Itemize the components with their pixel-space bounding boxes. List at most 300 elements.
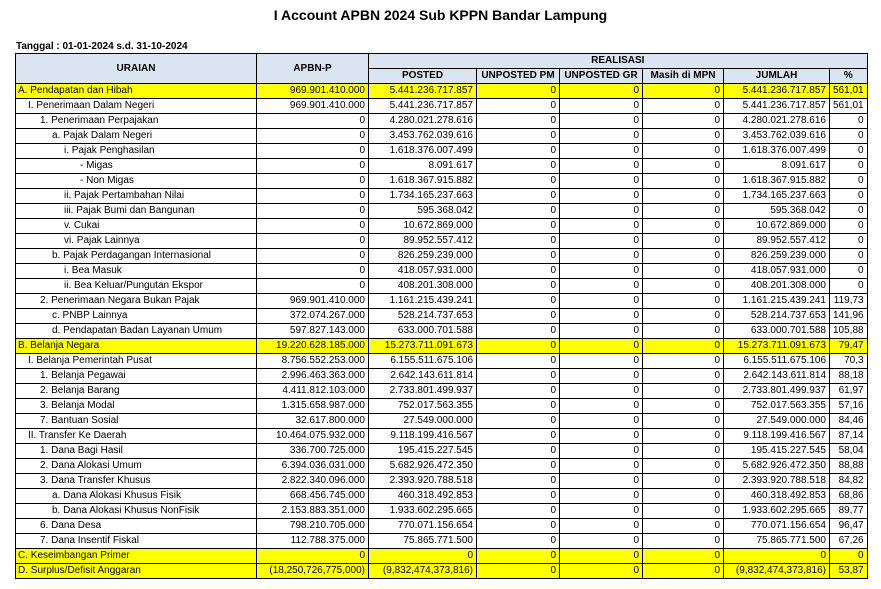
- cell-apbn: 0: [257, 219, 369, 234]
- cell-pct: 141,96: [830, 309, 868, 324]
- header-unposted-gr: UNPOSTED GR: [560, 69, 643, 84]
- cell-jumlah: 9.118.199.416.567: [724, 429, 830, 444]
- cell-jumlah: 2.642.143.611.814: [724, 369, 830, 384]
- cell-pct: 53,87: [830, 564, 868, 579]
- cell-apbn: 1.315.658.987.000: [257, 399, 369, 414]
- cell-posted: 0: [369, 549, 477, 564]
- report-title: I Account APBN 2024 Sub KPPN Bandar Lampung: [273, 7, 608, 23]
- cell-apbn: 2.996.463.363.000: [257, 369, 369, 384]
- cell-masih-mpn: 0: [643, 159, 724, 174]
- cell-unposted-gr: 0: [560, 534, 643, 549]
- cell-unposted-pm: 0: [477, 294, 560, 309]
- cell-posted: 826.259.239.000: [369, 249, 477, 264]
- cell-apbn: 112.788.375.000: [257, 534, 369, 549]
- cell-unposted-pm: 0: [477, 84, 560, 99]
- cell-pct: 79,47: [830, 339, 868, 354]
- cell-pct: 0: [830, 219, 868, 234]
- cell-jumlah: 75.865.771.500: [724, 534, 830, 549]
- cell-masih-mpn: 0: [643, 99, 724, 114]
- cell-masih-mpn: 0: [643, 249, 724, 264]
- cell-posted: 75.865.771.500: [369, 534, 477, 549]
- cell-masih-mpn: 0: [643, 234, 724, 249]
- cell-apbn: 10.464.075.932.000: [257, 429, 369, 444]
- cell-masih-mpn: 0: [643, 174, 724, 189]
- cell-masih-mpn: 0: [643, 564, 724, 579]
- table-row: [16, 429, 868, 444]
- cell-masih-mpn: 0: [643, 534, 724, 549]
- cell-apbn: 0: [257, 204, 369, 219]
- table-row: [16, 234, 868, 249]
- cell-apbn: 2.822.340.096.000: [257, 474, 369, 489]
- cell-unposted-pm: 0: [477, 564, 560, 579]
- cell-apbn: 8.756.552.253.000: [257, 354, 369, 369]
- cell-unposted-pm: 0: [477, 474, 560, 489]
- table-row: [16, 219, 868, 234]
- table-row: [16, 99, 868, 114]
- table-row: [16, 279, 868, 294]
- cell-posted: 1.933.602.295.665: [369, 504, 477, 519]
- cell-uraian: 3. Belanja Modal: [16, 399, 257, 414]
- cell-unposted-gr: 0: [560, 279, 643, 294]
- cell-jumlah: 3.453.762.039.616: [724, 129, 830, 144]
- cell-unposted-pm: 0: [477, 219, 560, 234]
- table-row: [16, 129, 868, 144]
- cell-masih-mpn: 0: [643, 549, 724, 564]
- cell-uraian: 2. Penerimaan Negara Bukan Pajak: [16, 294, 257, 309]
- table-row: [16, 564, 868, 579]
- cell-masih-mpn: 0: [643, 279, 724, 294]
- cell-unposted-pm: 0: [477, 234, 560, 249]
- table-row: [16, 459, 868, 474]
- cell-unposted-pm: 0: [477, 534, 560, 549]
- table-row: [16, 444, 868, 459]
- cell-apbn: 597.827.143.000: [257, 324, 369, 339]
- table-row: [16, 189, 868, 204]
- cell-posted: (9,832,474,373,816): [369, 564, 477, 579]
- cell-posted: 27.549.000.000: [369, 414, 477, 429]
- cell-pct: 84,82: [830, 474, 868, 489]
- cell-unposted-pm: 0: [477, 264, 560, 279]
- cell-masih-mpn: 0: [643, 309, 724, 324]
- cell-apbn: 6.394.036.031.000: [257, 459, 369, 474]
- cell-unposted-gr: 0: [560, 459, 643, 474]
- cell-pct: 0: [830, 549, 868, 564]
- cell-posted: 5.441.236.717.857: [369, 99, 477, 114]
- cell-uraian: 7. Dana Insentif Fiskal: [16, 534, 257, 549]
- table-row: [16, 414, 868, 429]
- cell-pct: 88,88: [830, 459, 868, 474]
- cell-apbn: 32.617.800.000: [257, 414, 369, 429]
- cell-jumlah: 460.318.492.853: [724, 489, 830, 504]
- cell-uraian: D. Surplus/Defisit Anggaran: [16, 564, 257, 579]
- cell-posted: 2.733.801.499.937: [369, 384, 477, 399]
- cell-jumlah: 1.618.367.915.882: [724, 174, 830, 189]
- cell-unposted-gr: 0: [560, 309, 643, 324]
- cell-unposted-pm: 0: [477, 159, 560, 174]
- cell-masih-mpn: 0: [643, 294, 724, 309]
- cell-jumlah: 5.441.236.717.857: [724, 84, 830, 99]
- cell-masih-mpn: 0: [643, 444, 724, 459]
- cell-unposted-pm: 0: [477, 324, 560, 339]
- cell-uraian: i. Bea Masuk: [16, 264, 257, 279]
- cell-jumlah: 528.214.737.653: [724, 309, 830, 324]
- cell-uraian: d. Pendapatan Badan Layanan Umum: [16, 324, 257, 339]
- cell-jumlah: 10.672.869.000: [724, 219, 830, 234]
- apbn-table: [15, 53, 868, 579]
- cell-pct: 105,88: [830, 324, 868, 339]
- cell-unposted-gr: 0: [560, 429, 643, 444]
- cell-apbn: 969.901.410.000: [257, 99, 369, 114]
- cell-posted: 1.618.376.007.499: [369, 144, 477, 159]
- cell-unposted-gr: 0: [560, 339, 643, 354]
- cell-unposted-gr: 0: [560, 384, 643, 399]
- cell-uraian: B. Belanja Negara: [16, 339, 257, 354]
- cell-masih-mpn: 0: [643, 204, 724, 219]
- cell-uraian: - Non Migas: [16, 174, 257, 189]
- table-row: [16, 369, 868, 384]
- cell-jumlah: 633.000.701.588: [724, 324, 830, 339]
- table-row: [16, 339, 868, 354]
- cell-jumlah: 408.201.308.000: [724, 279, 830, 294]
- cell-uraian: b. Pajak Perdagangan Internasional: [16, 249, 257, 264]
- cell-uraian: 3. Dana Transfer Khusus: [16, 474, 257, 489]
- cell-apbn: 0: [257, 114, 369, 129]
- cell-unposted-gr: 0: [560, 354, 643, 369]
- cell-uraian: vi. Pajak Lainnya: [16, 234, 257, 249]
- table-row: [16, 384, 868, 399]
- cell-posted: 1.618.367.915.882: [369, 174, 477, 189]
- cell-jumlah: 27.549.000.000: [724, 414, 830, 429]
- cell-unposted-pm: 0: [477, 384, 560, 399]
- cell-uraian: A. Pendapatan dan Hibah: [16, 84, 257, 99]
- cell-uraian: 1. Dana Bagi Hasil: [16, 444, 257, 459]
- cell-unposted-gr: 0: [560, 474, 643, 489]
- cell-pct: 88,18: [830, 369, 868, 384]
- cell-posted: 8.091.617: [369, 159, 477, 174]
- cell-unposted-pm: 0: [477, 489, 560, 504]
- table-row: [16, 294, 868, 309]
- cell-unposted-pm: 0: [477, 429, 560, 444]
- cell-uraian: 2. Dana Alokasi Umum: [16, 459, 257, 474]
- cell-uraian: C. Keseimbangan Primer: [16, 549, 257, 564]
- cell-jumlah: 770.071.156.654: [724, 519, 830, 534]
- report-period: Tanggal : 01-01-2024 s.d. 31-10-2024: [16, 41, 188, 52]
- cell-jumlah: 4.280.021.278.616: [724, 114, 830, 129]
- cell-masih-mpn: 0: [643, 264, 724, 279]
- cell-pct: 0: [830, 249, 868, 264]
- header-uraian: URAIAN: [16, 54, 257, 84]
- cell-unposted-gr: 0: [560, 219, 643, 234]
- cell-posted: 528.214.737.653: [369, 309, 477, 324]
- cell-jumlah: 5.441.236.717.857: [724, 99, 830, 114]
- table-row: [16, 159, 868, 174]
- cell-apbn: 969.901.410.000: [257, 84, 369, 99]
- cell-unposted-pm: 0: [477, 309, 560, 324]
- cell-uraian: iii. Pajak Bumi dan Bangunan: [16, 204, 257, 219]
- cell-pct: 0: [830, 189, 868, 204]
- cell-unposted-gr: 0: [560, 519, 643, 534]
- cell-uraian: 2. Belanja Barang: [16, 384, 257, 399]
- header-apbn: APBN-P: [257, 54, 369, 84]
- cell-unposted-pm: 0: [477, 354, 560, 369]
- cell-unposted-gr: 0: [560, 414, 643, 429]
- table-row: [16, 144, 868, 159]
- cell-unposted-pm: 0: [477, 519, 560, 534]
- table-row: [16, 114, 868, 129]
- cell-uraian: I. Belanja Pemerintah Pusat: [16, 354, 257, 369]
- cell-unposted-gr: 0: [560, 489, 643, 504]
- table-row: [16, 504, 868, 519]
- cell-jumlah: 1.734.165.237.663: [724, 189, 830, 204]
- cell-masih-mpn: 0: [643, 384, 724, 399]
- cell-apbn: 0: [257, 249, 369, 264]
- cell-uraian: I. Penerimaan Dalam Negeri: [16, 99, 257, 114]
- cell-posted: 10.672.869.000: [369, 219, 477, 234]
- cell-uraian: ii. Pajak Pertambahan Nilai: [16, 189, 257, 204]
- cell-apbn: 372.074.267.000: [257, 309, 369, 324]
- cell-posted: 633.000.701.588: [369, 324, 477, 339]
- cell-uraian: ii. Bea Keluar/Pungutan Ekspor: [16, 279, 257, 294]
- cell-posted: 195.415.227.545: [369, 444, 477, 459]
- cell-apbn: 0: [257, 144, 369, 159]
- cell-masih-mpn: 0: [643, 414, 724, 429]
- cell-posted: 3.453.762.039.616: [369, 129, 477, 144]
- cell-apbn: 0: [257, 174, 369, 189]
- cell-uraian: 7. Bantuan Sosial: [16, 414, 257, 429]
- cell-posted: 89.952.557.412: [369, 234, 477, 249]
- header-realisasi: REALISASI: [369, 54, 868, 69]
- cell-posted: 1.161.215.439.241: [369, 294, 477, 309]
- cell-pct: 0: [830, 204, 868, 219]
- table-row: [16, 354, 868, 369]
- header-unposted-pm: UNPOSTED PM: [477, 69, 560, 84]
- cell-posted: 752.017.563.355: [369, 399, 477, 414]
- cell-pct: 0: [830, 159, 868, 174]
- cell-jumlah: 15.273.711.091.673: [724, 339, 830, 354]
- cell-jumlah: 418.057.931.000: [724, 264, 830, 279]
- cell-posted: 418.057.931.000: [369, 264, 477, 279]
- cell-unposted-gr: 0: [560, 549, 643, 564]
- cell-pct: 561,01: [830, 99, 868, 114]
- cell-jumlah: 1.933.602.295.665: [724, 504, 830, 519]
- table-row: [16, 534, 868, 549]
- cell-masih-mpn: 0: [643, 474, 724, 489]
- cell-posted: 6.155.511.675.106: [369, 354, 477, 369]
- cell-apbn: 19.220.628.185.000: [257, 339, 369, 354]
- cell-pct: 0: [830, 279, 868, 294]
- cell-uraian: - Migas: [16, 159, 257, 174]
- table-row: [16, 204, 868, 219]
- cell-unposted-gr: 0: [560, 294, 643, 309]
- cell-pct: 0: [830, 264, 868, 279]
- cell-masih-mpn: 0: [643, 519, 724, 534]
- cell-unposted-pm: 0: [477, 204, 560, 219]
- cell-uraian: v. Cukai: [16, 219, 257, 234]
- cell-posted: 15.273.711.091.673: [369, 339, 477, 354]
- cell-apbn: (18,250,726,775,000): [257, 564, 369, 579]
- table-row: [16, 264, 868, 279]
- cell-jumlah: 5.682.926.472.350: [724, 459, 830, 474]
- cell-apbn: 0: [257, 279, 369, 294]
- cell-masih-mpn: 0: [643, 354, 724, 369]
- cell-pct: 57,16: [830, 399, 868, 414]
- cell-unposted-gr: 0: [560, 564, 643, 579]
- table-row: [16, 549, 868, 564]
- cell-uraian: 6. Dana Desa: [16, 519, 257, 534]
- cell-unposted-gr: 0: [560, 324, 643, 339]
- cell-jumlah: 2.733.801.499.937: [724, 384, 830, 399]
- cell-posted: 1.734.165.237.663: [369, 189, 477, 204]
- cell-masih-mpn: 0: [643, 399, 724, 414]
- cell-unposted-gr: 0: [560, 504, 643, 519]
- cell-masih-mpn: 0: [643, 129, 724, 144]
- header-jumlah: JUMLAH: [724, 69, 830, 84]
- cell-unposted-gr: 0: [560, 159, 643, 174]
- cell-uraian: b. Dana Alokasi Khusus NonFisik: [16, 504, 257, 519]
- cell-masih-mpn: 0: [643, 369, 724, 384]
- cell-jumlah: 1.618.376.007.499: [724, 144, 830, 159]
- cell-pct: 561,01: [830, 84, 868, 99]
- cell-pct: 58,04: [830, 444, 868, 459]
- cell-pct: 0: [830, 174, 868, 189]
- cell-pct: 0: [830, 234, 868, 249]
- cell-apbn: 0: [257, 129, 369, 144]
- cell-masih-mpn: 0: [643, 489, 724, 504]
- cell-apbn: 798.210.705.000: [257, 519, 369, 534]
- cell-apbn: 969.901.410.000: [257, 294, 369, 309]
- table-row: [16, 519, 868, 534]
- cell-unposted-gr: 0: [560, 189, 643, 204]
- cell-unposted-pm: 0: [477, 174, 560, 189]
- cell-unposted-pm: 0: [477, 129, 560, 144]
- table-row: [16, 174, 868, 189]
- cell-unposted-gr: 0: [560, 174, 643, 189]
- table-row: [16, 324, 868, 339]
- cell-posted: 5.441.236.717.857: [369, 84, 477, 99]
- cell-unposted-gr: 0: [560, 114, 643, 129]
- table-row: [16, 84, 868, 99]
- cell-jumlah: 195.415.227.545: [724, 444, 830, 459]
- cell-unposted-pm: 0: [477, 399, 560, 414]
- cell-unposted-pm: 0: [477, 444, 560, 459]
- cell-jumlah: 2.393.920.788.518: [724, 474, 830, 489]
- cell-unposted-pm: 0: [477, 369, 560, 384]
- cell-jumlah: (9,832,474,373,816): [724, 564, 830, 579]
- table-row: [16, 309, 868, 324]
- cell-posted: 408.201.308.000: [369, 279, 477, 294]
- cell-apbn: 0: [257, 234, 369, 249]
- cell-pct: 87,14: [830, 429, 868, 444]
- table-row: [16, 489, 868, 504]
- cell-unposted-pm: 0: [477, 504, 560, 519]
- cell-unposted-gr: 0: [560, 84, 643, 99]
- cell-unposted-pm: 0: [477, 189, 560, 204]
- cell-jumlah: 6.155.511.675.106: [724, 354, 830, 369]
- cell-unposted-gr: 0: [560, 204, 643, 219]
- cell-posted: 4.280.021.278.616: [369, 114, 477, 129]
- cell-apbn: 4.411.812.103.000: [257, 384, 369, 399]
- cell-masih-mpn: 0: [643, 144, 724, 159]
- table-body: [16, 84, 868, 579]
- cell-posted: 460.318.492.853: [369, 489, 477, 504]
- cell-posted: 9.118.199.416.567: [369, 429, 477, 444]
- cell-unposted-pm: 0: [477, 144, 560, 159]
- cell-pct: 68,86: [830, 489, 868, 504]
- cell-pct: 96,47: [830, 519, 868, 534]
- cell-jumlah: 595.368.042: [724, 204, 830, 219]
- header-posted: POSTED: [369, 69, 477, 84]
- cell-apbn: 0: [257, 264, 369, 279]
- cell-unposted-gr: 0: [560, 144, 643, 159]
- cell-unposted-pm: 0: [477, 279, 560, 294]
- cell-pct: 119,73: [830, 294, 868, 309]
- cell-jumlah: 1.161.215.439.241: [724, 294, 830, 309]
- cell-apbn: 0: [257, 549, 369, 564]
- cell-uraian: II. Transfer Ke Daerah: [16, 429, 257, 444]
- cell-unposted-pm: 0: [477, 414, 560, 429]
- cell-jumlah: 8.091.617: [724, 159, 830, 174]
- table-row: [16, 249, 868, 264]
- cell-pct: 61,97: [830, 384, 868, 399]
- cell-posted: 2.642.143.611.814: [369, 369, 477, 384]
- cell-posted: 5.682.926.472.350: [369, 459, 477, 474]
- cell-unposted-pm: 0: [477, 249, 560, 264]
- cell-apbn: 0: [257, 189, 369, 204]
- cell-uraian: i. Pajak Penghasilan: [16, 144, 257, 159]
- cell-masih-mpn: 0: [643, 219, 724, 234]
- cell-uraian: 1. Penerimaan Perpajakan: [16, 114, 257, 129]
- cell-pct: 84,46: [830, 414, 868, 429]
- cell-unposted-pm: 0: [477, 339, 560, 354]
- cell-masih-mpn: 0: [643, 114, 724, 129]
- cell-pct: 0: [830, 114, 868, 129]
- cell-pct: 0: [830, 129, 868, 144]
- cell-apbn: 2.153.883.351.000: [257, 504, 369, 519]
- cell-masih-mpn: 0: [643, 339, 724, 354]
- cell-unposted-gr: 0: [560, 264, 643, 279]
- cell-masih-mpn: 0: [643, 429, 724, 444]
- cell-unposted-pm: 0: [477, 99, 560, 114]
- cell-unposted-pm: 0: [477, 549, 560, 564]
- cell-jumlah: 0: [724, 549, 830, 564]
- cell-unposted-gr: 0: [560, 234, 643, 249]
- cell-unposted-gr: 0: [560, 99, 643, 114]
- cell-unposted-pm: 0: [477, 114, 560, 129]
- cell-unposted-gr: 0: [560, 399, 643, 414]
- cell-unposted-gr: 0: [560, 249, 643, 264]
- cell-uraian: a. Pajak Dalam Negeri: [16, 129, 257, 144]
- table-row: [16, 474, 868, 489]
- cell-jumlah: 752.017.563.355: [724, 399, 830, 414]
- cell-unposted-pm: 0: [477, 459, 560, 474]
- cell-apbn: 668.456.745.000: [257, 489, 369, 504]
- cell-uraian: 1. Belanja Pegawai: [16, 369, 257, 384]
- cell-uraian: a. Dana Alokasi Khusus Fisik: [16, 489, 257, 504]
- table-row: [16, 399, 868, 414]
- cell-masih-mpn: 0: [643, 324, 724, 339]
- cell-pct: 70,3: [830, 354, 868, 369]
- cell-pct: 89,77: [830, 504, 868, 519]
- cell-apbn: 0: [257, 159, 369, 174]
- cell-posted: 2.393.920.788.518: [369, 474, 477, 489]
- cell-unposted-gr: 0: [560, 444, 643, 459]
- cell-masih-mpn: 0: [643, 504, 724, 519]
- cell-pct: 67,26: [830, 534, 868, 549]
- cell-pct: 0: [830, 144, 868, 159]
- cell-unposted-gr: 0: [560, 129, 643, 144]
- cell-posted: 595.368.042: [369, 204, 477, 219]
- cell-posted: 770.071.156.654: [369, 519, 477, 534]
